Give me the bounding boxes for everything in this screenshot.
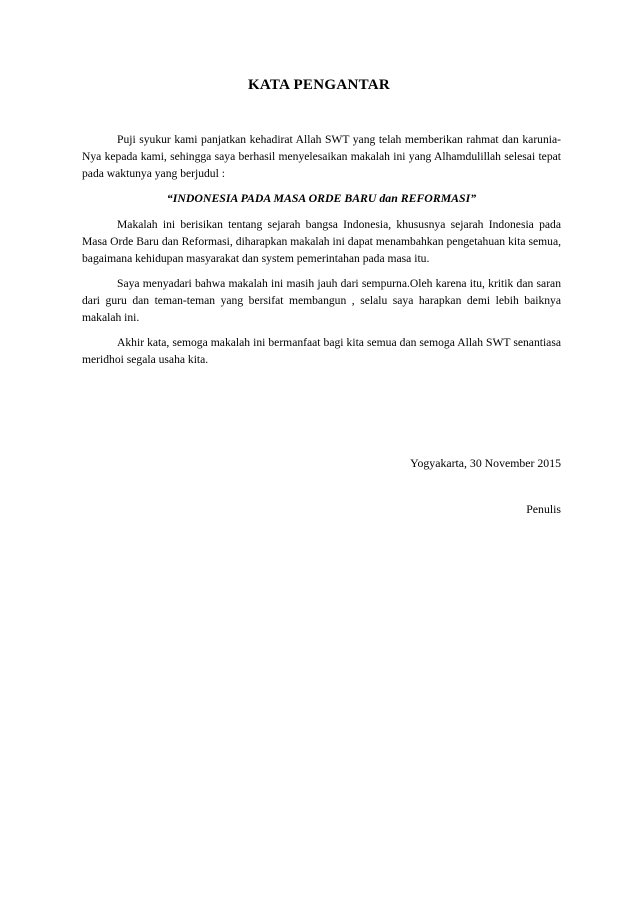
paragraph-intro: Puji syukur kami panjatkan kehadirat Allah SWT yang telah memberikan rahmat dan karunia-Nya kepada kami, sehingga saya berhasil menyelesaikan makalah ini yang Alhamdulillah selesai tepat pada waktunya yang berjudul :: [82, 133, 561, 180]
place-date: Yogyakarta, 30 November 2015: [410, 456, 561, 470]
paper-title: “INDONESIA PADA MASA ORDE BARU dan REFORMASI”: [166, 191, 477, 205]
page-title: KATA PENGANTAR: [247, 77, 391, 93]
author-signature: Penulis: [526, 502, 561, 516]
paragraph-acknowledgement: Saya menyadari bahwa makalah ini masih jauh dari sempurna.Oleh karena itu, kritik dan saran dari guru dan teman-teman yang bersifat membangun , selalu saya harapkan demi lebih baiknya makalah ini.: [82, 277, 561, 324]
paragraph-closing: Akhir kata, semoga makalah ini bermanfaat bagi kita semua dan semoga Allah SWT senantiasa meridhoi segala usaha kita.: [82, 336, 561, 366]
body-content: [82, 131, 561, 376]
paragraph-content: Makalah ini berisikan tentang sejarah bangsa Indonesia, khususnya sejarah Indonesia pada Masa Orde Baru dan Reformasi, diharapkan makalah ini dapat menambahkan pengetahuan kita semua, bagaimana kehidupan masyarakat dan system pemerintahan pada masa itu.: [82, 218, 561, 265]
